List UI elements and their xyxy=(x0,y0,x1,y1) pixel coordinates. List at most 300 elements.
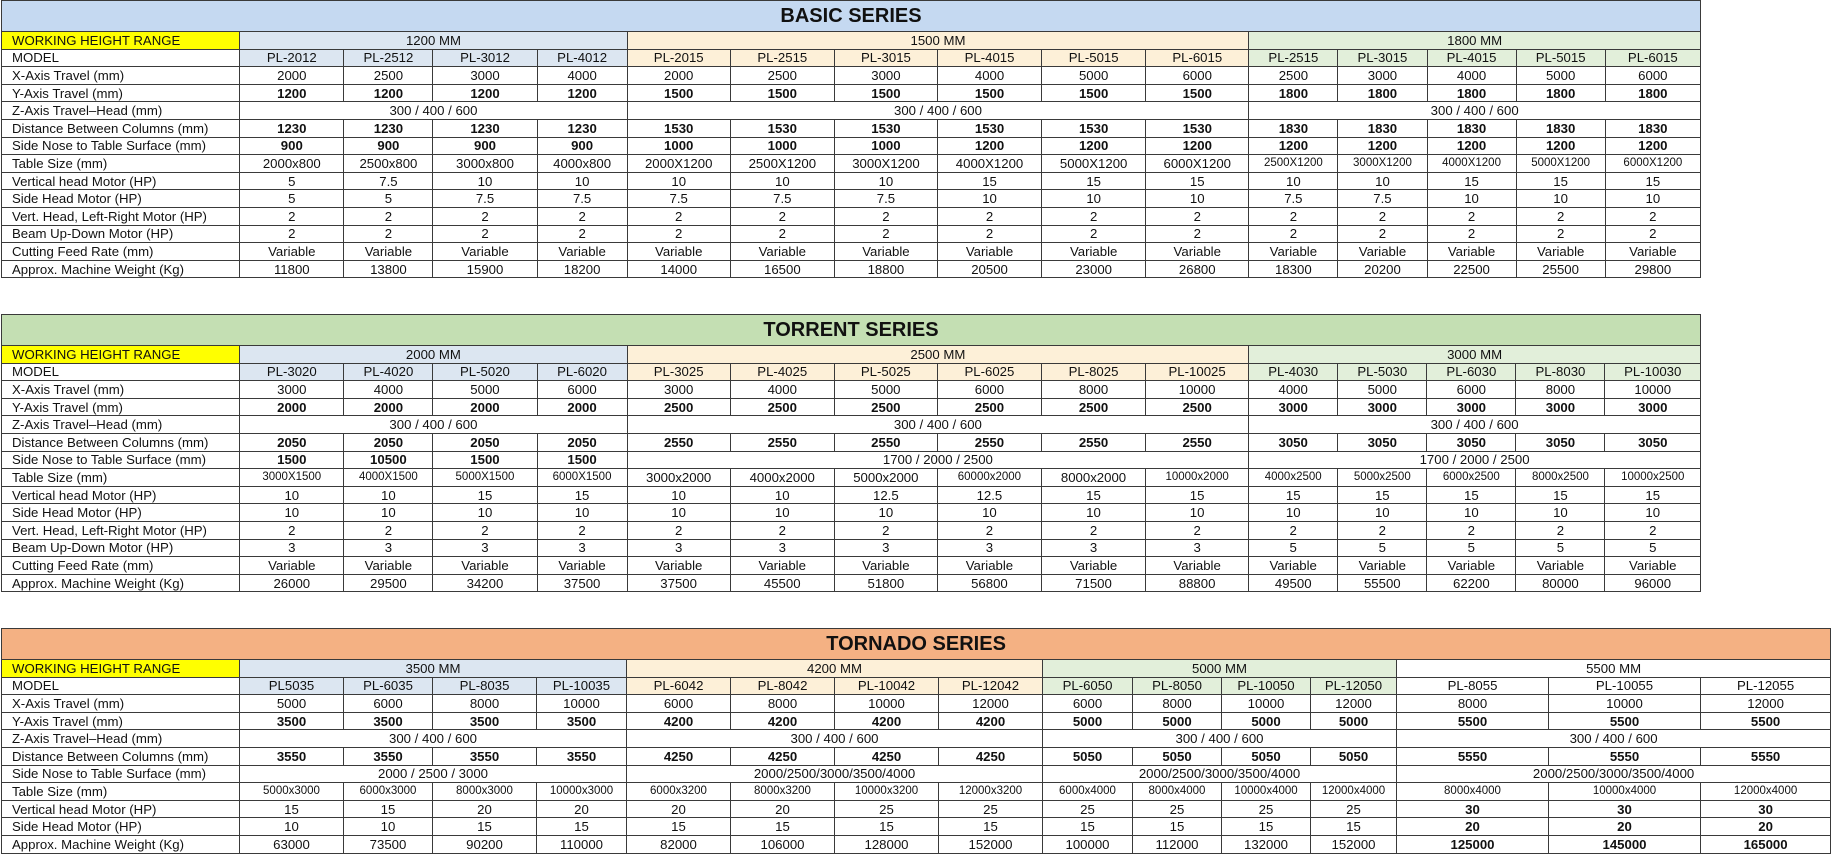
cell: 3050 xyxy=(1338,433,1427,451)
cell: 128000 xyxy=(835,835,939,853)
cell: 3 xyxy=(537,539,627,557)
cell: 6000x2500 xyxy=(1427,469,1516,487)
cell: 4200 xyxy=(731,712,835,730)
cell: 5000 xyxy=(433,381,537,399)
cell: 3000X1500 xyxy=(240,469,344,487)
cell: 5000x3000 xyxy=(240,783,344,801)
cell: 2 xyxy=(1427,521,1516,539)
spec-row xyxy=(2,800,1831,818)
cell: 2 xyxy=(1249,207,1338,225)
cell: 3050 xyxy=(1516,433,1605,451)
cell: 6000 xyxy=(344,695,433,713)
cell: 4250 xyxy=(939,747,1043,765)
cell: 12000 xyxy=(939,695,1043,713)
cell: 10 xyxy=(433,504,537,522)
cell: 3000X1200 xyxy=(1338,155,1427,173)
cell: 5050 xyxy=(1133,747,1222,765)
spec-row xyxy=(2,504,1701,522)
merged-cell: 2000/2500/3000/3500/4000 xyxy=(1043,765,1397,783)
cell: 1200 xyxy=(240,84,344,102)
cell: 15 xyxy=(537,818,627,836)
cell: 5000x2000 xyxy=(834,469,937,487)
cell: 15 xyxy=(1222,818,1311,836)
cell: Variable xyxy=(937,557,1041,575)
cell: 2 xyxy=(240,521,344,539)
cell: Variable xyxy=(1249,243,1338,261)
cell: PL-6025 xyxy=(937,363,1041,381)
cell: 34200 xyxy=(433,574,537,592)
cell: PL-6030 xyxy=(1427,363,1516,381)
cell: 2 xyxy=(1427,225,1516,243)
spec-row xyxy=(2,818,1831,836)
cell: 5 xyxy=(344,190,433,208)
cell: Variable xyxy=(627,557,730,575)
row-label: Z-Axis Travel–Head (mm) xyxy=(2,416,240,434)
row-label: X-Axis Travel (mm) xyxy=(2,695,240,713)
cell: 7.5 xyxy=(834,190,937,208)
cell: 5 xyxy=(1427,539,1516,557)
cell: 12000x4000 xyxy=(1311,783,1397,801)
cell: 10 xyxy=(344,504,433,522)
cell: 3000X1200 xyxy=(834,155,937,173)
cell: 37500 xyxy=(627,574,730,592)
cell: 12000 xyxy=(1311,695,1397,713)
cell: PL-10055 xyxy=(1549,677,1701,695)
cell: 5000x2500 xyxy=(1338,469,1427,487)
cell: 15 xyxy=(731,818,835,836)
height-group: 1800 MM xyxy=(1249,32,1701,50)
cell: PL-2015 xyxy=(627,49,730,67)
cell: Variable xyxy=(1516,243,1605,261)
cell: 10 xyxy=(1338,504,1427,522)
row-label: Table Size (mm) xyxy=(2,783,240,801)
cell: 4250 xyxy=(627,747,731,765)
cell: 10000x3000 xyxy=(537,783,627,801)
cell: 23000 xyxy=(1042,260,1146,278)
cell: 2 xyxy=(1427,207,1516,225)
cell: 20 xyxy=(731,800,835,818)
cell: PL-5020 xyxy=(433,363,537,381)
cell: 1530 xyxy=(834,119,937,137)
cell: 1500 xyxy=(240,451,344,469)
row-label: Vertical head Motor (HP) xyxy=(2,800,240,818)
cell: 55500 xyxy=(1338,574,1427,592)
cell: Variable xyxy=(834,557,937,575)
cell: 2500 xyxy=(1146,398,1249,416)
cell: Variable xyxy=(834,243,937,261)
cell: 5000 xyxy=(1133,712,1222,730)
cell: 1830 xyxy=(1605,119,1700,137)
cell: 5 xyxy=(1249,539,1338,557)
cell: 73500 xyxy=(344,835,433,853)
cell: 15 xyxy=(1605,486,1701,504)
cell: 5550 xyxy=(1701,747,1831,765)
cell: 15 xyxy=(1516,486,1605,504)
cell: 2 xyxy=(537,521,627,539)
cell: 15 xyxy=(240,800,344,818)
cell: PL-6015 xyxy=(1146,49,1249,67)
cell: 2050 xyxy=(537,433,627,451)
cell: 6000 xyxy=(627,695,731,713)
cell: 6000 xyxy=(1605,67,1700,85)
row-label: WORKING HEIGHT RANGE xyxy=(2,660,240,678)
cell: 2 xyxy=(627,521,730,539)
cell: Variable xyxy=(627,243,730,261)
cell: 2 xyxy=(1042,207,1146,225)
cell: 10000x4000 xyxy=(1549,783,1701,801)
cell: 15 xyxy=(1043,818,1133,836)
cell: 2 xyxy=(1605,225,1700,243)
cell: 3 xyxy=(1041,539,1145,557)
cell: 10 xyxy=(240,486,344,504)
cell: 2 xyxy=(730,207,834,225)
cell: 10 xyxy=(730,172,834,190)
cell: 2000 xyxy=(627,67,730,85)
cell: PL-3020 xyxy=(240,363,344,381)
cell: 3000x2000 xyxy=(627,469,730,487)
cell: 2550 xyxy=(1146,433,1249,451)
cell: 37500 xyxy=(537,574,627,592)
cell: 3 xyxy=(344,539,433,557)
merged-cell: 300 / 400 / 600 xyxy=(627,416,1249,434)
row-label: Beam Up-Down Motor (HP) xyxy=(2,539,240,557)
cell: 1200 xyxy=(1516,137,1605,155)
cell: 1200 xyxy=(344,84,433,102)
cell: 22500 xyxy=(1427,260,1516,278)
cell: PL-10025 xyxy=(1146,363,1249,381)
cell: 7.5 xyxy=(344,172,433,190)
cell: 3000 xyxy=(1516,398,1605,416)
cell: 3 xyxy=(937,539,1041,557)
spec-row xyxy=(2,747,1831,765)
cell: 13800 xyxy=(344,260,433,278)
cell: PL-8025 xyxy=(1041,363,1145,381)
cell: 152000 xyxy=(939,835,1043,853)
cell: 10 xyxy=(1146,190,1249,208)
spec-row xyxy=(2,172,1701,190)
cell: 2 xyxy=(937,207,1041,225)
cell: 1500 xyxy=(937,84,1041,102)
cell: 4250 xyxy=(731,747,835,765)
cell: 15 xyxy=(835,818,939,836)
cell: 2500 xyxy=(627,398,730,416)
cell: 1200 xyxy=(1146,137,1249,155)
cell: 26800 xyxy=(1146,260,1249,278)
cell: 15 xyxy=(1311,818,1397,836)
cell: 5000 xyxy=(1222,712,1311,730)
cell: Variable xyxy=(730,557,834,575)
row-label: Vertical head Motor (HP) xyxy=(2,172,240,190)
height-group: 3000 MM xyxy=(1249,346,1701,364)
row-label: Beam Up-Down Motor (HP) xyxy=(2,225,240,243)
cell: 6000 xyxy=(937,381,1041,399)
cell: 10 xyxy=(834,172,937,190)
cell: PL-6020 xyxy=(537,363,627,381)
cell: 900 xyxy=(344,137,433,155)
cell: 3 xyxy=(730,539,834,557)
cell: 7.5 xyxy=(537,190,627,208)
cell: Variable xyxy=(240,557,344,575)
cell: 4000x2500 xyxy=(1249,469,1338,487)
cell: 3000 xyxy=(1605,398,1701,416)
cell: 6000X1200 xyxy=(1146,155,1249,173)
cell: 4000x2000 xyxy=(730,469,834,487)
cell: Variable xyxy=(1427,557,1516,575)
cell: 90200 xyxy=(433,835,537,853)
cell: 10 xyxy=(1516,190,1605,208)
cell: 3 xyxy=(627,539,730,557)
cell: 5 xyxy=(240,190,344,208)
cell: 1230 xyxy=(433,119,537,137)
cell: Variable xyxy=(1605,243,1700,261)
cell: 2550 xyxy=(627,433,730,451)
cell: 3500 xyxy=(433,712,537,730)
cell: 1830 xyxy=(1516,119,1605,137)
cell: 6000 xyxy=(537,381,627,399)
cell: PL-4012 xyxy=(537,49,627,67)
spec-row xyxy=(2,49,1701,67)
cell: 25 xyxy=(1043,800,1133,818)
cell: 1830 xyxy=(1427,119,1516,137)
cell: 2 xyxy=(240,225,344,243)
merged-cell: 300 / 400 / 600 xyxy=(1249,102,1701,120)
cell: 4000 xyxy=(937,67,1041,85)
cell: 18200 xyxy=(537,260,627,278)
cell: PL-4015 xyxy=(937,49,1041,67)
cell: Variable xyxy=(537,557,627,575)
cell: 1500 xyxy=(537,451,627,469)
cell: 3000 xyxy=(1427,398,1516,416)
cell: Variable xyxy=(1249,557,1338,575)
cell: Variable xyxy=(1427,243,1516,261)
row-label: Side Head Motor (HP) xyxy=(2,818,240,836)
cell: 2 xyxy=(1042,225,1146,243)
cell: 8000x2500 xyxy=(1516,469,1605,487)
cell: 5050 xyxy=(1311,747,1397,765)
cell: 2 xyxy=(1516,521,1605,539)
cell: 900 xyxy=(537,137,627,155)
row-label: Side Nose to Table Surface (mm) xyxy=(2,765,240,783)
cell: 2 xyxy=(344,207,433,225)
cell: 88800 xyxy=(1146,574,1249,592)
cell: 10 xyxy=(627,486,730,504)
cell: Variable xyxy=(1146,243,1249,261)
spec-row xyxy=(2,521,1701,539)
cell: 12000 xyxy=(1701,695,1831,713)
height-group: 1500 MM xyxy=(627,32,1249,50)
cell: 15 xyxy=(344,800,433,818)
cell: 7.5 xyxy=(1249,190,1338,208)
cell: 25500 xyxy=(1516,260,1605,278)
merged-cell: 1700 / 2000 / 2500 xyxy=(1249,451,1701,469)
cell: 10000x2000 xyxy=(1146,469,1249,487)
cell: 3500 xyxy=(344,712,433,730)
cell: 10 xyxy=(1427,190,1516,208)
cell: 8000 xyxy=(433,695,537,713)
cell: 1000 xyxy=(834,137,937,155)
cell: 5000 xyxy=(1042,67,1146,85)
row-label: Vertical head Motor (HP) xyxy=(2,486,240,504)
cell: 5 xyxy=(1605,539,1701,557)
cell: 3550 xyxy=(240,747,344,765)
cell: 5 xyxy=(1338,539,1427,557)
cell: 2 xyxy=(1605,521,1701,539)
cell: 8000x4000 xyxy=(1397,783,1549,801)
cell: 25 xyxy=(835,800,939,818)
cell: 3000 xyxy=(1338,67,1427,85)
cell: PL-5015 xyxy=(1042,49,1146,67)
cell: 10000 xyxy=(1146,381,1249,399)
merged-cell: 300 / 400 / 600 xyxy=(1397,730,1831,748)
height-group: 4200 MM xyxy=(627,660,1043,678)
cell: 2 xyxy=(1516,207,1605,225)
cell: 2 xyxy=(834,207,937,225)
cell: 4000X1200 xyxy=(937,155,1041,173)
cell: 10 xyxy=(240,818,344,836)
cell: 10000 xyxy=(1222,695,1311,713)
cell: 7.5 xyxy=(433,190,537,208)
height-group: 2000 MM xyxy=(240,346,627,364)
series-block xyxy=(1,628,1798,854)
cell: PL-5025 xyxy=(834,363,937,381)
cell: Variable xyxy=(1338,243,1427,261)
row-label: Y-Axis Travel (mm) xyxy=(2,84,240,102)
cell: 51800 xyxy=(834,574,937,592)
cell: 20500 xyxy=(937,260,1041,278)
cell: 2000 xyxy=(433,398,537,416)
cell: 1230 xyxy=(537,119,627,137)
cell: 3550 xyxy=(537,747,627,765)
cell: 2000 xyxy=(537,398,627,416)
cell: 8000 xyxy=(1133,695,1222,713)
cell: 30 xyxy=(1549,800,1701,818)
cell: 900 xyxy=(240,137,344,155)
cell: 80000 xyxy=(1516,574,1605,592)
cell: 2500 xyxy=(730,67,834,85)
cell: Variable xyxy=(344,557,433,575)
cell: 14000 xyxy=(627,260,730,278)
cell: 2050 xyxy=(433,433,537,451)
cell: 5000X1200 xyxy=(1516,155,1605,173)
cell: 6000X1200 xyxy=(1605,155,1700,173)
cell: 2050 xyxy=(240,433,344,451)
cell: 1500 xyxy=(1146,84,1249,102)
cell: 8000 xyxy=(1397,695,1549,713)
cell: 2 xyxy=(433,521,537,539)
cell: 6000x4000 xyxy=(1043,783,1133,801)
cell: 62200 xyxy=(1427,574,1516,592)
cell: 2 xyxy=(1146,521,1249,539)
cell: 3 xyxy=(834,539,937,557)
row-label: MODEL xyxy=(2,677,240,695)
cell: 2 xyxy=(937,225,1041,243)
cell: 25 xyxy=(1222,800,1311,818)
cell: 2000X1200 xyxy=(627,155,730,173)
cell: 4200 xyxy=(939,712,1043,730)
cell: 10000x4000 xyxy=(1222,783,1311,801)
spec-row xyxy=(2,119,1701,137)
cell: 2500 xyxy=(834,398,937,416)
cell: 10 xyxy=(1249,504,1338,522)
row-label: Approx. Machine Weight (Kg) xyxy=(2,835,240,853)
cell: 2 xyxy=(1338,521,1427,539)
cell: 1500 xyxy=(1042,84,1146,102)
cell: Variable xyxy=(1042,243,1146,261)
row-label: MODEL xyxy=(2,49,240,67)
cell: 3050 xyxy=(1605,433,1701,451)
cell: Variable xyxy=(937,243,1041,261)
row-label: Vert. Head, Left-Right Motor (HP) xyxy=(2,207,240,225)
row-label: WORKING HEIGHT RANGE xyxy=(2,346,240,364)
cell: 8000x3000 xyxy=(433,783,537,801)
cell: 3000 xyxy=(1249,398,1338,416)
cell: 10 xyxy=(1041,504,1145,522)
cell: 1200 xyxy=(1605,137,1700,155)
cell: PL-4015 xyxy=(1427,49,1516,67)
spec-row xyxy=(2,695,1831,713)
cell: 1200 xyxy=(433,84,537,102)
cell: 4000 xyxy=(537,67,627,85)
spec-row xyxy=(2,155,1701,173)
cell: 6000 xyxy=(1427,381,1516,399)
cell: 1830 xyxy=(1338,119,1427,137)
spec-row xyxy=(2,381,1701,399)
cell: 10500 xyxy=(344,451,433,469)
cell: PL5035 xyxy=(240,677,344,695)
cell: 4000 xyxy=(1427,67,1516,85)
cell: 2550 xyxy=(834,433,937,451)
cell: 3050 xyxy=(1249,433,1338,451)
cell: 1800 xyxy=(1605,84,1700,102)
series-title: TORNADO SERIES xyxy=(2,629,1831,660)
cell: PL-2512 xyxy=(344,49,433,67)
spec-row xyxy=(2,433,1701,451)
cell: 12.5 xyxy=(937,486,1041,504)
cell: 1830 xyxy=(1249,119,1338,137)
cell: PL-6015 xyxy=(1605,49,1700,67)
cell: 1200 xyxy=(537,84,627,102)
spec-row xyxy=(2,416,1701,434)
row-label: WORKING HEIGHT RANGE xyxy=(2,32,240,50)
merged-cell: 300 / 400 / 600 xyxy=(240,416,627,434)
cell: 10 xyxy=(1605,190,1700,208)
height-group: 2500 MM xyxy=(627,346,1249,364)
cell: 2 xyxy=(537,225,627,243)
cell: 10 xyxy=(730,504,834,522)
cell: 2 xyxy=(344,521,433,539)
cell: 10 xyxy=(344,486,433,504)
row-label: Z-Axis Travel–Head (mm) xyxy=(2,730,240,748)
cell: 15 xyxy=(1338,486,1427,504)
spec-row xyxy=(2,677,1831,695)
cell: 7.5 xyxy=(1338,190,1427,208)
merged-cell: 300 / 400 / 600 xyxy=(627,730,1043,748)
spec-row xyxy=(2,712,1831,730)
cell: Variable xyxy=(433,557,537,575)
cell: 2500 xyxy=(937,398,1041,416)
cell: 3000 xyxy=(834,67,937,85)
cell: 6000x3000 xyxy=(344,783,433,801)
cell: PL-12055 xyxy=(1701,677,1831,695)
cell: 2500 xyxy=(1041,398,1145,416)
cell: 2 xyxy=(730,521,834,539)
cell: 10 xyxy=(627,172,730,190)
row-label: Cutting Feed Rate (mm) xyxy=(2,243,240,261)
cell: 2500 xyxy=(730,398,834,416)
title-row xyxy=(2,315,1701,346)
spec-row xyxy=(2,398,1701,416)
cell: 4200 xyxy=(835,712,939,730)
